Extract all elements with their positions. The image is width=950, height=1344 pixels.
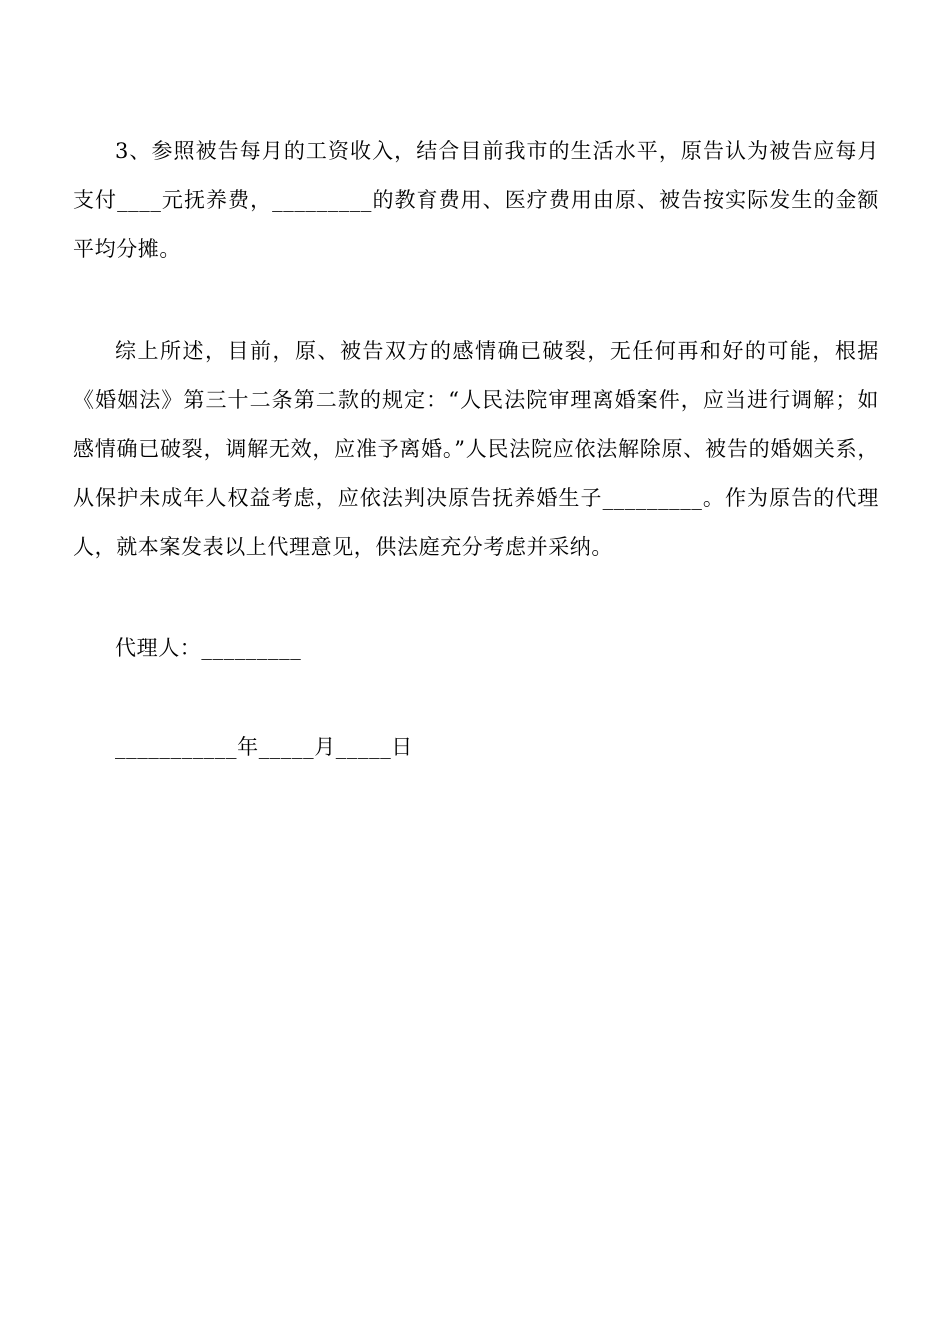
date-line: ___________年_____月_____日 bbox=[115, 735, 413, 759]
agent-signature-line: 代理人：_________ bbox=[115, 636, 302, 660]
paragraph-support-payment: 3、参照被告每月的工资收入，结合目前我市的生活水平，原告认为被告应每月支付____元抚养费，_________的教育费用、医疗费用由原、被告按实际发生的金额平均分摊。 bbox=[73, 139, 879, 261]
paragraph-conclusion: 综上所述，目前，原、被告双方的感情确已破裂，无任何再和好的可能，根据《婚姻法》第三十二条第二款的规定：“人民法院审理离婚案件，应当进行调解；如感情确已破裂，调解无效，应准予离婚。”人民法院应依法解除原、被告的婚姻关系，从保护未成年人权益考虑，应依法判决原告抚养婚生子_________。作为原告的代理人，就本案发表以上代理意见，供法庭充分考虑并采纳。 bbox=[73, 339, 879, 559]
